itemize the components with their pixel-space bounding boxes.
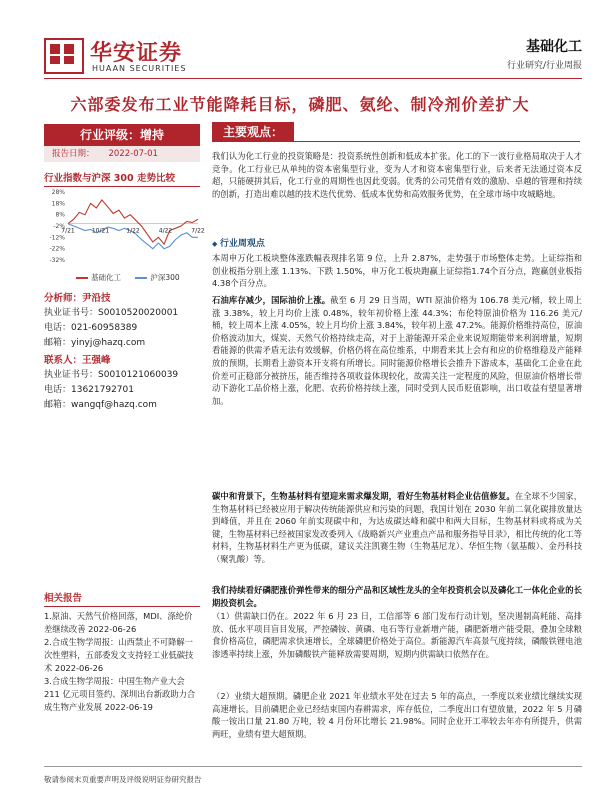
y-tick-label: 18% (51, 200, 65, 208)
analyst2-info (44, 368, 178, 413)
related-heading: 相关报告 (44, 590, 200, 607)
x-tick-label: 7/21 (61, 227, 75, 235)
oil-lead: 石油库存减少，国际油价上涨。 (212, 295, 331, 305)
strategy-paragraph: 我们认为化工行业的投资策略是：投资系统性创新和低成本扩张。化工的下一波行业格局取决于人才竞争。化工行业已从单纯的资本密集型行业，变为人才和资本密集型行业，后来者无法通过资本反超，只能硬拼其后，化工行业的周期性也因此变弱。优秀的公司凭借有效的激励、卓越的管理和持续的创新，打造出难以越的技术迭代优势、低成本优势和高效服务优势，在全球市场中攻城略地。 (212, 151, 582, 199)
report-title: 六部委发布工业节能降耗目标，磷肥、氨纶、制冷剂价差扩大 (70, 95, 530, 114)
analyst1-info (44, 306, 178, 351)
analyst2-heading (44, 352, 200, 368)
sector-label: 基础化工 (526, 39, 582, 55)
supply-gap-paragraph: （1）供需缺口仍在。2022 年 6 月 23 日，工信部等 6 部门发布行动计划，坚决遏制高耗能、高排放、低水平项目盲目发展，严控磷铵、黄磷、电石等行业新增产能，磷肥新增产能受限，叠加全球粮食价格高位，磷肥需求快速增长，全球磷肥价格处于高位。新能源汽车高景气度持续，磷酸铁锂电池渗透率持续上涨，外加磷酸铁产能释放需要周期，短期内供需缺口依然存在。 (212, 611, 582, 659)
weekly-paragraph: 本周申万化工板块整体涨跌幅表现排名第 9 位，上升 2.87%，走势强于市场整体走势。上证综指和创业板指分别上涨 1.13%、下跌 1.50%，申万化工板块跑赢上证综指1.74个百分点，跑赢创业板指4.38个百分点。 (212, 253, 582, 289)
y-tick-label: 8% (55, 211, 65, 219)
index-comparison-chart (44, 186, 205, 278)
header-divider (44, 78, 582, 79)
biomaterial-body: 在全球不少国家，生物基材料已经被应用于解决传统能源供应和污染的问题，我国计划在 2030 年前二氧化碳排放量达到峰值，并且在 2060 年前实现碳中和，为达成碳达峰和碳中和两大目标，生物基材料或将成为关键，生物基材料已经被国家发改委列入《战略新兴产业重点产品和服务指导目录》，相比传统的化工等材料，生物基材料生产更为低碳，建议关注凯赛生物（生物基尼龙）、华恒生物（氨基酸）、金丹科技（聚乳酸）等。 (212, 491, 582, 564)
y-tick-label: 28% (51, 189, 65, 196)
analyst1-phone: 电话：021-60958389 (44, 323, 138, 333)
biomaterial-lead: 碳中和背景下，生物基材料有望迎来需求爆发期，看好生物基材料企业估值修复。 (212, 491, 515, 501)
logo-icon (44, 38, 84, 74)
report-date-value: 2022-07-01 (108, 149, 158, 159)
footer-divider (44, 766, 582, 767)
legend-swatch-csi (135, 277, 147, 279)
y-tick-label: -22% (49, 245, 65, 253)
x-tick-label: 7/22 (191, 227, 205, 235)
analyst2-email[interactable]: 邮箱：wangqf@hazq.com (44, 400, 157, 410)
industry-rating: 行业评级：增持 (44, 124, 200, 146)
brand-english: HUAAN SECURITIES (92, 64, 187, 73)
analyst1-name: 尹沿技 (82, 293, 111, 304)
chart-heading: 行业指数与沪深 300 走势比较 (44, 170, 200, 187)
report-date-label: 报告日期： (52, 149, 95, 159)
chart-legend (76, 272, 180, 283)
analyst2-cert: 执业证书号：S0010121060039 (44, 370, 179, 380)
related-item[interactable]: 1.原油、天然气价格回落，MDI、涤纶价差继续改善 2022-06-26 (44, 611, 193, 634)
report-date (44, 146, 200, 162)
y-tick-label: -32% (49, 257, 65, 264)
y-tick-label: -12% (49, 234, 65, 242)
phosphate-paragraph (212, 584, 582, 609)
x-tick-label: 1/22 (126, 227, 140, 235)
main-points-heading: 主要观点： (212, 122, 294, 142)
analyst1-email[interactable]: 邮箱：yinyj@hazq.com (44, 338, 146, 348)
legend-chem: 基础化工 (91, 273, 121, 282)
report-type: 行业研究/行业周报 (506, 61, 582, 71)
weekly-view-heading: ◆ 行业周观点 (212, 236, 265, 249)
analyst2-name: 王强峰 (82, 355, 111, 366)
oil-body: 截至 6 月 29 日当周，WTI 原油价格为 106.78 美元/桶，较上周上涨 3.38%，较上月均价上涨 0.48%，较年初价格上涨 44.3%；布伦特原油价格为 116.26 美元/桶，较上周本上涨 4.05%，较上月均价上涨 3.84%，较年初上涨 47.2%。能源价格维持高位，原油价格波动加大，煤炭、天然气价格持续走高，对于上游能源开采企业来说短期能带来利润增量，短期看能源的供需矛盾无法有效缓解，价格仍将在高位维系，中期看来其上会有和应的价格维稳及产能释放的预期，长期看上游资本开支将有所增长。同时能源价格增长会推升下游成本，基础化工企业在此价差可正稳部分被挤压，能否维持各项收益体现较化，故需关注一定程度的风险，但原油价格增长带动下游化工品价格上涨，化肥、农药价格持续上涨，同时受到人民币贬值影响，出口收益有望显著增加。 (212, 295, 582, 406)
related-item[interactable]: 3.合成生物学周报：中国生物产业大会 211 亿元项目签约、深圳出台新政助力合成生物产业发展 2022-06-19 (44, 676, 196, 712)
footer-note: 敬请参阅末页重要声明及评级说明证券研究报告 (44, 775, 202, 784)
related-item[interactable]: 2.合成生物学周报：山西禁止不可降解一次性塑料，五部委发文支持轻工业低碳技术 2022-06-26 (44, 637, 194, 673)
related-reports (44, 610, 200, 714)
legend-swatch-chem (76, 277, 88, 279)
analyst1-cert: 执业证书号：S0010520020001 (44, 308, 179, 318)
analyst1-heading (44, 290, 200, 306)
brand-name: 华安证券 (90, 40, 183, 66)
main-heading-line (294, 141, 580, 142)
y-tick-label: -2% (53, 223, 65, 230)
oil-paragraph (212, 294, 582, 407)
x-tick-label: 4/22 (158, 227, 173, 235)
biomaterial-paragraph (212, 490, 582, 566)
analyst2-phone: 电话：13621792701 (44, 385, 134, 395)
x-tick-label: 10/21 (91, 227, 110, 235)
analyst2-label: 联系人： (44, 355, 83, 366)
analyst1-label: 分析师： (44, 293, 83, 304)
legend-csi: 沪深300 (150, 273, 180, 282)
phosphate-lead: 我们持续看好磷肥涨价弹性带来的细分产品和区域性龙头的全年投资机会以及磷化工一体化企业的长期投资机会。 (212, 585, 582, 608)
earnings-paragraph: （2）业绩大超预期。磷肥企业 2021 年业绩水平处在过去 5 年的高点，一季度以来业绩比继续实现高速增长。目前磷肥企业已经结束国内春耕需求，库存低位，二季度出口有望放量，2022 年 5 月磷酸一铵出口量 21.80 万吨，较 4 月份环比增长 21.98%。同时企业开工率较去年亦有所提升，供需两旺，业绩有望大超预期。 (212, 691, 582, 739)
